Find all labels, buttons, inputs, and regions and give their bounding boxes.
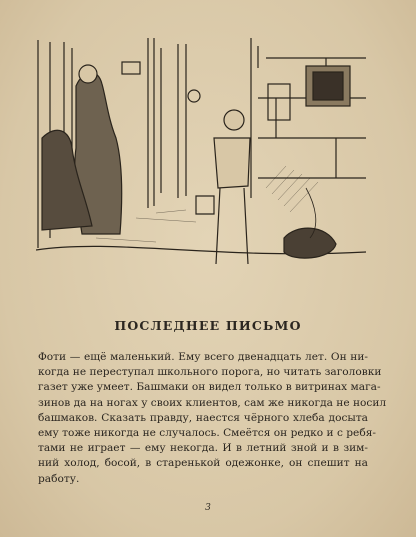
- text-line: когда не переступал школьного порога, но читать заголовки: [38, 366, 382, 379]
- street-scene-illustration: [36, 38, 366, 280]
- text-line: ему тоже никогда не случалось. Смеётся он редко и с ребя-: [38, 427, 376, 440]
- text-line: Фоти — ещё маленький. Ему всего двенадцать лет. Он ни-: [38, 351, 368, 363]
- text-line: газет уже умеет. Башмаки он видел только в витринах мага-: [38, 381, 381, 394]
- story-text: [38, 350, 387, 487]
- text-line: зинов да на ногах у своих клиентов, сам же никогда не носил: [38, 396, 387, 409]
- text-line: работу.: [38, 472, 80, 485]
- text-line: ний холод, босой, в старенькой одежонке, он спешит на: [38, 457, 368, 470]
- text-line: башмаков. Сказать правду, наестся чёрного хлеба досыта: [38, 411, 368, 424]
- story-title: ПОСЛЕДНЕЕ ПИСЬМО: [114, 318, 302, 333]
- page-number: 3: [205, 503, 211, 513]
- text-line: тами не играет — ему некогда. И в летний зной и в зим-: [38, 442, 368, 455]
